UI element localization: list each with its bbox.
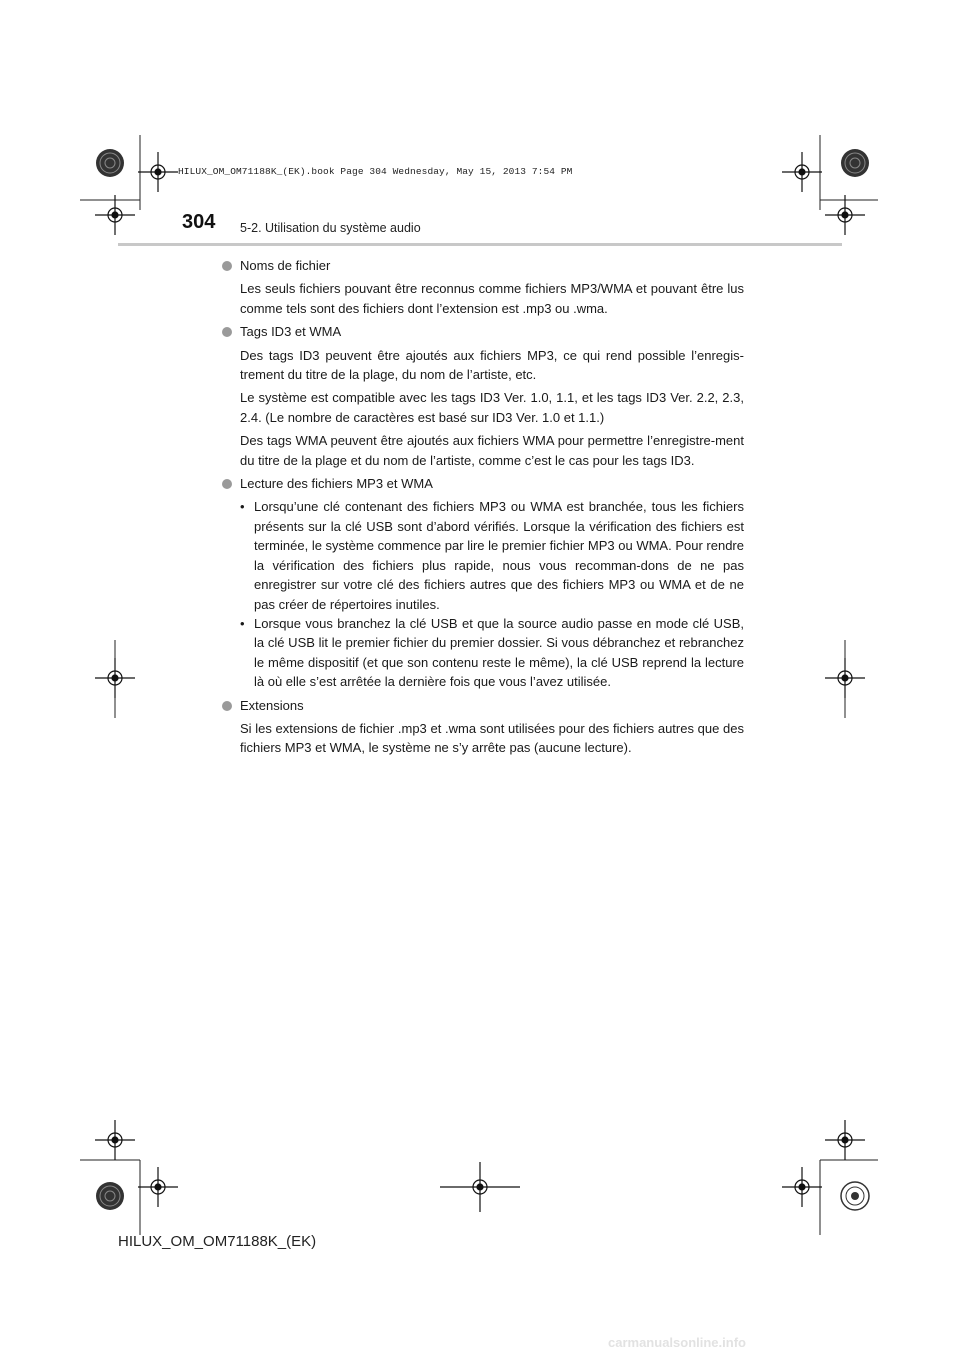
paragraph: Des tags ID3 peuvent être ajoutés aux fichiers MP3, ce qui rend possible l’enregis-trement du titre de la plage, du nom de l’artiste, etc. <box>240 347 744 383</box>
bullet-dot-icon <box>222 479 232 489</box>
radial-target-icon <box>96 1182 124 1210</box>
crosshair-icon <box>440 1162 520 1212</box>
bullet-title: Lecture des fichiers MP3 et WMA <box>240 476 433 492</box>
bullet-title: Extensions <box>240 697 304 713</box>
list-item <box>240 497 744 613</box>
radial-target-icon <box>841 149 869 177</box>
crosshair-icon <box>782 1167 822 1207</box>
header-rule <box>118 243 842 246</box>
list-item-text: Lorsqu’une clé contenant des fichiers MP3 ou WMA est branchée, tous les fichiers présents sur la clé USB sont d’abord vérifiés. Lorsque la vérification des fichiers est terminée, le système commence par lire le premier fichier MP3 ou WMA. Pour rendre la vérification des fichiers plus rapide, nous vous recomman-dons de ne pas enregistrer sur votre clé des fichiers autres que des fichiers MP3 ou WMA et de ne pas créer de répertoires inutiles. <box>254 499 744 612</box>
bullet-dot-icon <box>222 261 232 271</box>
bullet-dot-icon <box>222 701 232 711</box>
bullet-tags <box>222 322 744 341</box>
crosshair-icon <box>95 658 135 698</box>
crosshair-icon <box>138 152 178 192</box>
paragraph: Les seuls fichiers pouvant être reconnus comme fichiers MP3/WMA et pouvant être lus comme tels sont des fichiers dont l’extension est .mp3 ou .wma. <box>240 281 744 316</box>
crosshair-icon <box>782 152 822 192</box>
radial-target-icon <box>96 149 124 177</box>
bullet-playback <box>222 474 744 493</box>
bullet-title: Tags ID3 et WMA <box>240 324 342 340</box>
list-bullet-mark: • <box>240 499 245 515</box>
crosshair-icon <box>825 1120 865 1160</box>
list-item <box>240 614 744 692</box>
radial-target-icon <box>841 1182 869 1210</box>
paragraph: Le système est compatible avec les tags ID3 Ver. 1.0, 1.1, et les tags ID3 Ver. 2.2, 2.3, 2.4. (Le nombre de caractères est basé sur ID3 Ver. 1.0 et 1.1.) <box>240 390 744 425</box>
bullet-title: Noms de fichier <box>240 258 331 273</box>
main-content <box>222 252 744 758</box>
list-item-text: Lorsque vous branchez la clé USB et que la source audio passe en mode clé USB, la clé USB lit le premier fichier du premier dossier. Si vous débranchez et rebranchez le même dispositif (et que son contenu reste le même), la clé USB reprend la lecture là où elle s’est arrêtée la dernière fois que vous l’avez utilisée. <box>254 615 744 690</box>
crosshair-icon <box>138 1167 178 1207</box>
book-stamp: HILUX_OM_OM71188K_(EK).book Page 304 Wednesday, May 15, 2013 7:54 PM <box>178 166 573 177</box>
section-title: 5-2. Utilisation du système audio <box>240 221 421 235</box>
crosshair-icon <box>825 195 865 235</box>
paragraph: Si les extensions de fichier .mp3 et .wma sont utilisées pour des fichiers autres que des fichiers MP3 et WMA, le système ne s’y arrête pas (aucune lecture). <box>240 720 744 756</box>
list-bullet-mark: • <box>240 615 245 631</box>
crosshair-icon <box>95 195 135 235</box>
bullet-extensions <box>222 696 744 715</box>
crosshair-icon <box>95 1120 135 1160</box>
bullet-file-names <box>222 256 744 275</box>
playback-list <box>222 497 744 691</box>
footer-code: HILUX_OM_OM71188K_(EK) <box>118 1233 317 1250</box>
page-number: 304 <box>182 211 216 233</box>
bullet-dot-icon <box>222 327 232 337</box>
crosshair-icon <box>825 658 865 698</box>
paragraph: Des tags WMA peuvent être ajoutés aux fichiers WMA pour permettre l’enregistre-ment du titre de la plage et du nom de l’artiste, comme c’est le cas pour les tags ID3. <box>240 433 744 468</box>
watermark: carmanualsonline.info <box>608 1335 746 1350</box>
